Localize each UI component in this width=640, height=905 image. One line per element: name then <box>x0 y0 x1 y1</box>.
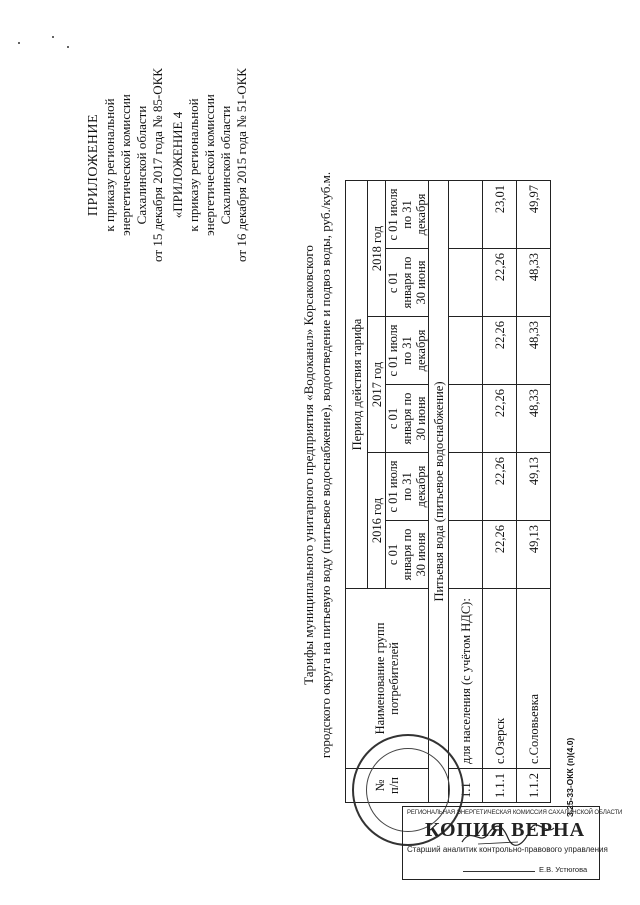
stamp-position: Старший аналитик контрольно-правового управления <box>407 845 608 854</box>
scan-speck <box>67 46 69 48</box>
header-half-b: с 01 июля по 31 декабря <box>386 453 429 521</box>
appendix-line: энергетической комиссии <box>118 94 133 236</box>
section-title: Питьевая вода (питьевое водоснабжение) <box>429 181 449 803</box>
appendix-4-line: энергетической комиссии <box>202 94 217 236</box>
row-num: 1.1.2 <box>517 769 551 803</box>
handwritten-signature <box>458 820 558 850</box>
row-value: 22,26 <box>483 317 517 385</box>
row-value: 22,26 <box>483 249 517 317</box>
table-section-row <box>429 181 449 803</box>
appendix-4-line: к приказу региональной <box>186 98 201 232</box>
row-value <box>449 181 483 249</box>
header-half-a: с 01 января по 30 июня <box>386 385 429 453</box>
header-half-a: с 01 января по 30 июня <box>386 249 429 317</box>
row-name: с.Озерск <box>483 589 517 769</box>
scan-speck <box>18 42 20 44</box>
row-value: 48,33 <box>517 385 551 453</box>
row-value <box>449 317 483 385</box>
form-code: 3.25-33-ОКК (п)(4.0) <box>565 737 575 817</box>
document-title-line-1: Тарифы муниципального унитарного предприятия «Водоканал» Корсаковского <box>301 245 316 685</box>
appendix-line: к приказу региональной <box>102 98 117 232</box>
row-value: 22,26 <box>483 385 517 453</box>
appendix-line: от 15 декабря 2017 года № 85-ОКК <box>150 68 165 262</box>
appendix-line: Сахалинской области <box>134 105 149 225</box>
header-half-a: с 01 января по 30 июня <box>386 521 429 589</box>
row-value: 49,13 <box>517 521 551 589</box>
stamp-organization: РЕГИОНАЛЬНАЯ ЭНЕРГЕТИЧЕСКАЯ КОМИССИЯ САХАЛИНСКОЙ ОБЛАСТИ <box>407 810 623 816</box>
row-name: для населения (с учётом НДС): <box>449 589 483 769</box>
row-name: с.Соловьевка <box>517 589 551 769</box>
table-row <box>483 181 517 803</box>
row-value <box>449 385 483 453</box>
document-title-line-2: городского округа на питьевую воду (питьевое водоснабжение), водоотведение и подвоз воды, руб./куб.м. <box>318 171 333 759</box>
document-title <box>300 165 334 765</box>
row-value <box>449 453 483 521</box>
appendix-header <box>86 55 166 275</box>
header-num: № п/п <box>346 769 429 803</box>
row-value: 22,26 <box>483 453 517 521</box>
header-year-2016: 2016 год <box>368 453 386 589</box>
stamp-signatory-name: Е.В. Устюгова <box>539 865 588 874</box>
row-value: 48,33 <box>517 317 551 385</box>
appendix-title: ПРИЛОЖЕНИЕ <box>86 113 101 217</box>
row-value <box>449 521 483 589</box>
appendix-4-line: от 16 декабря 2015 года № 51-ОКК <box>234 68 249 262</box>
appendix-4-header <box>170 55 250 275</box>
signature-line <box>463 871 535 872</box>
table-row <box>517 181 551 803</box>
row-value: 23,01 <box>483 181 517 249</box>
row-num: 1.1.1 <box>483 769 517 803</box>
row-value <box>449 249 483 317</box>
row-value: 49,97 <box>517 181 551 249</box>
appendix-4-title: «ПРИЛОЖЕНИЕ 4 <box>170 111 185 219</box>
header-name: Наименование групп потребителей <box>346 589 429 769</box>
table-header-row <box>346 181 368 803</box>
row-value: 49,13 <box>517 453 551 521</box>
header-half-b: с 01 июля по 31 декабря <box>386 181 429 249</box>
header-year-2017: 2017 год <box>368 317 386 453</box>
scan-speck <box>52 36 54 38</box>
tariff-table <box>345 180 551 803</box>
row-value: 48,33 <box>517 249 551 317</box>
appendix-4-line: Сахалинской области <box>218 105 233 225</box>
header-half-b: с 01 июля по 31 декабря <box>386 317 429 385</box>
stamp-certification: КОПИЯ ВЕРНА <box>425 819 586 841</box>
row-num: 1.1 <box>449 769 483 803</box>
row-value: 22,26 <box>483 521 517 589</box>
table-row <box>449 181 483 803</box>
header-period: Период действия тарифа <box>346 181 368 589</box>
header-year-2018: 2018 год <box>368 181 386 317</box>
